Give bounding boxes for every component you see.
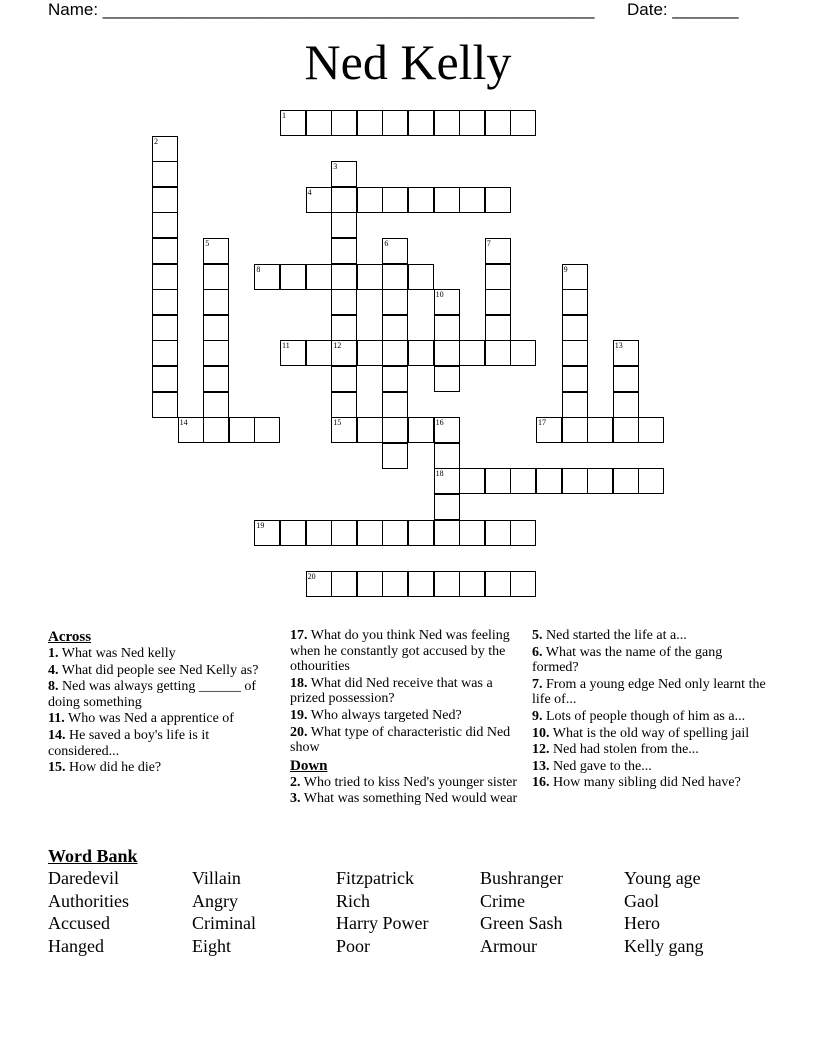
crossword-cell[interactable] [382, 366, 408, 392]
crossword-cell[interactable] [459, 520, 485, 546]
crossword-cell[interactable] [306, 110, 332, 136]
crossword-cell[interactable] [434, 340, 460, 366]
crossword-cell[interactable] [510, 571, 536, 597]
clue [532, 726, 767, 742]
crossword-cell[interactable] [280, 520, 306, 546]
crossword-cell[interactable] [254, 417, 280, 443]
crossword-cell[interactable] [408, 264, 434, 290]
crossword-cell[interactable] [408, 417, 434, 443]
clue-number: 3. [290, 791, 301, 807]
crossword-cell[interactable] [434, 417, 460, 443]
crossword-cell[interactable] [280, 340, 306, 366]
crossword-cell[interactable] [382, 315, 408, 341]
crossword-cell[interactable] [459, 110, 485, 136]
clue [290, 676, 525, 707]
crossword-cell[interactable] [331, 520, 357, 546]
cell-number: 11 [282, 341, 290, 351]
crossword-cell[interactable] [280, 264, 306, 290]
cell-number: 3 [333, 162, 338, 172]
clue-number: 20. [290, 724, 308, 740]
crossword-cell[interactable] [357, 110, 383, 136]
word-bank-word: Accused [48, 913, 110, 934]
clue-number: 14. [48, 727, 66, 743]
crossword-cell[interactable] [485, 340, 511, 366]
crossword-cell[interactable] [331, 417, 357, 443]
crossword-cell[interactable] [331, 366, 357, 392]
clue-number: 17. [290, 628, 308, 643]
crossword-cell[interactable] [562, 340, 588, 366]
cell-number: 2 [154, 136, 158, 146]
crossword-cell[interactable] [485, 110, 511, 136]
crossword-cell[interactable] [408, 187, 434, 213]
crossword-cell[interactable] [152, 340, 178, 366]
crossword-cell[interactable] [382, 289, 408, 315]
crossword-cell[interactable] [485, 187, 511, 213]
clue [48, 711, 283, 727]
clue [290, 725, 525, 756]
crossword-cell[interactable] [306, 571, 332, 597]
crossword-cell[interactable] [203, 238, 229, 264]
crossword-cell[interactable] [306, 264, 332, 290]
word-bank-word: Eight [192, 935, 231, 956]
crossword-cell[interactable] [152, 136, 178, 162]
word-bank-word: Gaol [624, 890, 659, 911]
clue [290, 628, 525, 675]
crossword-cell[interactable] [434, 289, 460, 315]
clue [532, 709, 767, 725]
crossword-cell[interactable] [459, 187, 485, 213]
clue [532, 645, 767, 676]
clue-text: Who tried to kiss Ned's younger sister [300, 774, 518, 790]
crossword-cell[interactable] [203, 392, 229, 418]
clue [48, 760, 283, 776]
crossword-cell[interactable] [587, 468, 613, 494]
crossword-cell[interactable] [152, 392, 178, 418]
clues-column-2 [290, 628, 525, 808]
crossword-cell[interactable] [280, 110, 306, 136]
crossword-cell[interactable] [331, 392, 357, 418]
clue-text: What did people see Ned Kelly as? [58, 662, 259, 678]
crossword-cell[interactable] [331, 289, 357, 315]
cell-number: 16 [435, 418, 444, 428]
clue-text: What is the old way of spelling jail [549, 725, 750, 741]
clue-text: Who was Ned a apprentice of [64, 711, 234, 727]
cell-number: 12 [333, 341, 342, 351]
crossword-cell[interactable] [382, 187, 408, 213]
crossword-cell[interactable] [357, 264, 383, 290]
crossword-cell[interactable] [562, 366, 588, 392]
cell-number: 18 [435, 469, 444, 479]
down-heading: Down [290, 757, 328, 774]
crossword-cell[interactable] [613, 468, 639, 494]
crossword-cell[interactable] [357, 340, 383, 366]
word-bank-word: Authorities [48, 890, 129, 911]
clue [48, 728, 283, 759]
crossword-cell[interactable] [382, 110, 408, 136]
crossword-cell[interactable] [357, 520, 383, 546]
clue-text: What type of characteristic did Ned show [290, 724, 511, 756]
crossword-cell[interactable] [331, 238, 357, 264]
clue-text: From a young edge Ned only learnt the life of... [532, 676, 766, 708]
cell-number: 14 [179, 418, 188, 428]
crossword-cell[interactable] [254, 264, 280, 290]
crossword-cell[interactable] [562, 417, 588, 443]
crossword-cell[interactable] [485, 315, 511, 341]
crossword-cell[interactable] [485, 571, 511, 597]
clue [532, 628, 767, 644]
crossword-cell[interactable] [408, 520, 434, 546]
clue-text: Who always targeted Ned? [307, 707, 462, 723]
word-bank-word: Green Sash [480, 913, 563, 934]
word-bank-word: Kelly gang [624, 935, 704, 956]
crossword-cell[interactable] [562, 289, 588, 315]
word-bank-word: Poor [336, 935, 371, 956]
crossword-cell[interactable] [382, 443, 408, 469]
clue-text: What did Ned receive that was a prized possession? [290, 675, 493, 707]
word-bank-word: Villain [192, 868, 241, 888]
crossword-cell[interactable] [510, 468, 536, 494]
crossword-cell[interactable] [434, 520, 460, 546]
crossword-cell[interactable] [152, 187, 178, 213]
cell-number: 17 [538, 418, 546, 428]
clue-number: 15. [48, 760, 66, 776]
crossword-cell[interactable] [203, 264, 229, 290]
word-bank-word: Hanged [48, 935, 104, 956]
crossword-cell[interactable] [562, 468, 588, 494]
clue [532, 677, 767, 708]
crossword-cell[interactable] [203, 417, 229, 443]
clue-number: 13. [532, 758, 550, 774]
clue-text: What was something Ned would wear [300, 791, 518, 807]
cell-number: 8 [256, 264, 261, 274]
clue [532, 775, 767, 791]
crossword-cell[interactable] [331, 264, 357, 290]
crossword-cell[interactable] [306, 340, 332, 366]
across-clues-part1 [48, 646, 283, 776]
word-bank-word: Bushranger [480, 868, 563, 888]
crossword-cell[interactable] [459, 571, 485, 597]
clue-number: 7. [532, 676, 543, 692]
crossword-cell[interactable] [434, 571, 460, 597]
cell-number: 13 [614, 341, 623, 351]
crossword-cell[interactable] [408, 110, 434, 136]
clue-number: 2. [290, 774, 301, 790]
crossword-cell[interactable] [485, 289, 511, 315]
word-bank-word: Criminal [192, 913, 256, 934]
word-bank-word: Young age [624, 868, 701, 888]
cell-number: 9 [563, 264, 568, 274]
crossword-cell[interactable] [203, 289, 229, 315]
crossword-cell[interactable] [382, 340, 408, 366]
date-field-label: Date: _______ [627, 0, 739, 19]
crossword-cell[interactable] [485, 520, 511, 546]
crossword-cell[interactable] [357, 187, 383, 213]
crossword-cell[interactable] [331, 212, 357, 238]
cell-number: 5 [205, 239, 210, 248]
crossword-cell[interactable] [485, 264, 511, 290]
clue-text: What do you think Ned was feeling when he constantly got accused by the othourities [290, 628, 510, 675]
clues-column-1 [48, 628, 283, 777]
clue-text: How many sibling did Ned have? [549, 775, 741, 791]
clue-number: 18. [290, 675, 308, 691]
clue-number: 9. [532, 708, 543, 724]
crossword-cell[interactable] [382, 520, 408, 546]
crossword-cell[interactable] [254, 520, 280, 546]
word-bank-word: Crime [480, 890, 525, 911]
across-heading: Across [48, 629, 92, 645]
crossword-cell[interactable] [510, 340, 536, 366]
clue-number: 6. [532, 644, 543, 660]
crossword-cell[interactable] [152, 289, 178, 315]
crossword-cell[interactable] [382, 238, 408, 264]
clue-text: Ned gave to the... [549, 758, 652, 774]
cell-number: 10 [435, 290, 444, 300]
crossword-cell[interactable] [459, 468, 485, 494]
crossword-cell[interactable] [434, 315, 460, 341]
clue-number: 12. [532, 742, 550, 758]
clue [532, 759, 767, 775]
cell-number: 7 [486, 239, 491, 248]
word-bank-word: Angry [192, 890, 238, 911]
word-bank-word: Rich [336, 890, 370, 911]
crossword-cell[interactable] [331, 161, 357, 187]
word-bank-word: Hero [624, 913, 660, 934]
clue-number: 4. [48, 662, 59, 678]
clue-number: 11. [48, 711, 65, 727]
cell-number: 4 [307, 187, 312, 197]
crossword-cell[interactable] [203, 315, 229, 341]
crossword-cell[interactable] [331, 110, 357, 136]
word-bank-word: Harry Power [336, 913, 429, 934]
clue-number: 5. [532, 628, 543, 643]
crossword-cell[interactable] [152, 366, 178, 392]
crossword-cell[interactable] [331, 571, 357, 597]
crossword-cell[interactable] [587, 417, 613, 443]
clue [48, 663, 283, 679]
crossword-cell[interactable] [485, 468, 511, 494]
clue-text: Ned started the life at a... [542, 628, 687, 643]
clue-number: 19. [290, 707, 308, 723]
crossword-cell[interactable] [485, 238, 511, 264]
clue [290, 708, 525, 724]
crossword-cell[interactable] [306, 187, 332, 213]
word-bank-word: Fitzpatrick [336, 868, 414, 888]
crossword-cell[interactable] [178, 417, 204, 443]
down-clues-part1 [290, 775, 525, 807]
crossword-cell[interactable] [331, 315, 357, 341]
crossword-cell[interactable] [152, 315, 178, 341]
crossword-cell[interactable] [434, 443, 460, 469]
clue [532, 742, 767, 758]
crossword-cell[interactable] [613, 366, 639, 392]
clue [48, 646, 283, 662]
clue-text: He saved a boy's life is it considered... [48, 727, 210, 759]
name-field-label: Name: ____________________________________________________ [48, 0, 595, 19]
clue-text: Lots of people though of him as a... [542, 708, 746, 724]
crossword-cell[interactable] [434, 110, 460, 136]
clue-number: 16. [532, 775, 550, 791]
clue-number: 1. [48, 646, 59, 661]
clues-column-3 [532, 628, 767, 792]
clue [48, 679, 283, 710]
crossword-cell[interactable] [638, 417, 664, 443]
word-bank-word: Armour [480, 935, 537, 956]
cell-number: 15 [333, 418, 342, 428]
clue [290, 775, 525, 791]
crossword-cell[interactable] [331, 187, 357, 213]
word-bank-word: Daredevil [48, 868, 119, 888]
crossword-cell[interactable] [408, 340, 434, 366]
crossword-cell[interactable] [382, 392, 408, 418]
crossword-cell[interactable] [459, 340, 485, 366]
clue-number: 10. [532, 725, 550, 741]
down-clues-part2 [532, 628, 767, 791]
crossword-cell[interactable] [382, 264, 408, 290]
crossword-cell[interactable] [638, 468, 664, 494]
crossword-cell[interactable] [382, 417, 408, 443]
crossword-cell[interactable] [382, 571, 408, 597]
crossword-cell[interactable] [434, 366, 460, 392]
crossword-cell[interactable] [152, 264, 178, 290]
clue-text: What was Ned kelly [58, 646, 176, 661]
crossword-cell[interactable] [536, 468, 562, 494]
clue-text: Ned was always getting ______ of doing something [48, 679, 257, 710]
crossword-cell[interactable] [331, 340, 357, 366]
crossword-cell[interactable] [203, 366, 229, 392]
crossword-cell[interactable] [562, 264, 588, 290]
crossword-cell[interactable] [562, 315, 588, 341]
crossword-cell[interactable] [536, 417, 562, 443]
crossword-cell[interactable] [203, 340, 229, 366]
cell-number: 6 [384, 239, 389, 248]
crossword-cell[interactable] [434, 494, 460, 520]
clue-text: What was the name of the gang formed? [532, 644, 723, 676]
crossword-cell[interactable] [613, 340, 639, 366]
cell-number: 19 [256, 520, 265, 530]
crossword-cell[interactable] [357, 417, 383, 443]
word-bank-heading: Word Bank [48, 846, 138, 866]
crossword-cell[interactable] [152, 212, 178, 238]
across-clues-part2 [290, 628, 525, 756]
clue-text: How did he die? [65, 760, 162, 776]
crossword-cell[interactable] [613, 392, 639, 418]
clue-text: Ned had stolen from the... [549, 742, 699, 758]
crossword-cell[interactable] [434, 187, 460, 213]
clue [290, 791, 525, 807]
clue-number: 8. [48, 679, 59, 695]
crossword-cell[interactable] [510, 110, 536, 136]
crossword-cell[interactable] [152, 238, 178, 264]
crossword-cell[interactable] [510, 520, 536, 546]
crossword-cell[interactable] [613, 417, 639, 443]
crossword-cell[interactable] [152, 161, 178, 187]
crossword-cell[interactable] [562, 392, 588, 418]
crossword-cell[interactable] [306, 520, 332, 546]
page-title: Ned Kelly [304, 34, 512, 90]
crossword-cell[interactable] [229, 417, 255, 443]
crossword-cell[interactable] [408, 571, 434, 597]
crossword-cell[interactable] [434, 468, 460, 494]
crossword-cell[interactable] [357, 571, 383, 597]
cell-number: 1 [282, 111, 286, 120]
cell-number: 20 [307, 571, 316, 581]
